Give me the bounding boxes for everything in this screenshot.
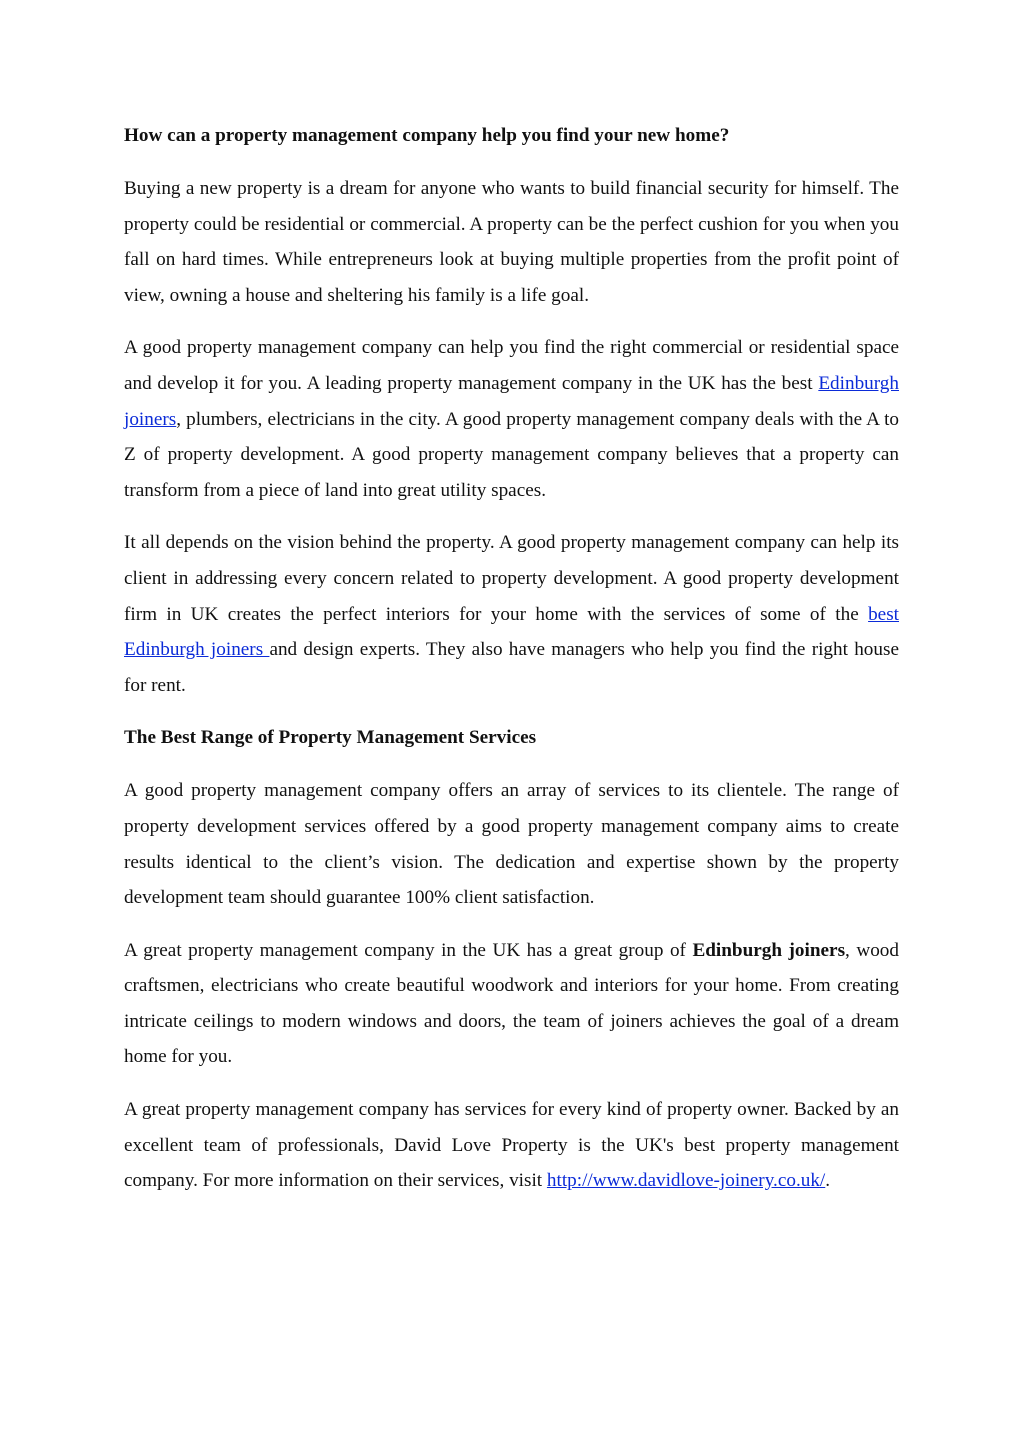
paragraph-2 [124, 330, 899, 508]
paragraph-3 [124, 525, 899, 703]
paragraph-3-text-before: It all depends on the vision behind the property. A good property management company can help its client in addressing every concern related to property development. A good property development firm in UK creates the perfect interiors for your home with the services of some of the [124, 532, 899, 625]
paragraph-6 [124, 1092, 899, 1199]
paragraph-3-text-after: and design experts. They also have managers who help you find the right house for rent. [124, 639, 899, 696]
section-subheading: The Best Range of Property Management Services [124, 727, 537, 749]
paragraph-6-text-after: . [825, 1170, 831, 1192]
document-title: How can a property management company help you find your new home? [124, 125, 730, 146]
paragraph-4: A good property management company offers an array of services to its clientele. The range of property development services offered by a good property management company aims to create results identical to the client’s vision. The dedication and expertise shown by the property development team should guarantee 100% client satisfaction. [124, 780, 899, 909]
paragraph-2-text-after: , plumbers, electricians in the city. A good property management company deals with the A to Z of property development. A good property management company believes that a property can transform from a piece of land into great utility spaces. [124, 408, 899, 501]
edinburgh-joiners-bold: Edinburgh joiners [692, 939, 846, 961]
paragraph-5-text-after: , wood craftsmen, electricians who create beautiful woodwork and interiors for your home. From creating intricate ceilings to modern windows and doors, the team of joiners achieves the goal of a dream home for you. [124, 939, 899, 1068]
document-page [124, 118, 899, 1216]
davidlove-joinery-link[interactable]: http://www.davidlove-joinery.co.uk/ [546, 1170, 826, 1192]
edinburgh-joiners-link[interactable]: Edinburgh joiners [124, 372, 899, 430]
paragraph-5-text-before: A great property management company in the UK has a great group of [124, 939, 693, 961]
paragraph-6-text-before: A great property management company has services for every kind of property owner. Backed by an excellent team of professionals, David Love Property is the UK's best property management company. For more information on their services, visit [124, 1099, 899, 1192]
best-edinburgh-joiners-link[interactable]: best Edinburgh joiners [124, 603, 899, 661]
paragraph-5 [124, 933, 899, 1075]
paragraph-2-text-before: A good property management company can help you find the right commercial or residential space and develop it for you. A leading property management company in the UK has the best [124, 337, 899, 394]
paragraph-1: Buying a new property is a dream for anyone who wants to build financial security for himself. The property could be residential or commercial. A property can be the perfect cushion for you when you fall on hard times. While entrepreneurs look at buying multiple properties from the profit point of view, owning a house and sheltering his family is a life goal. [124, 178, 899, 306]
